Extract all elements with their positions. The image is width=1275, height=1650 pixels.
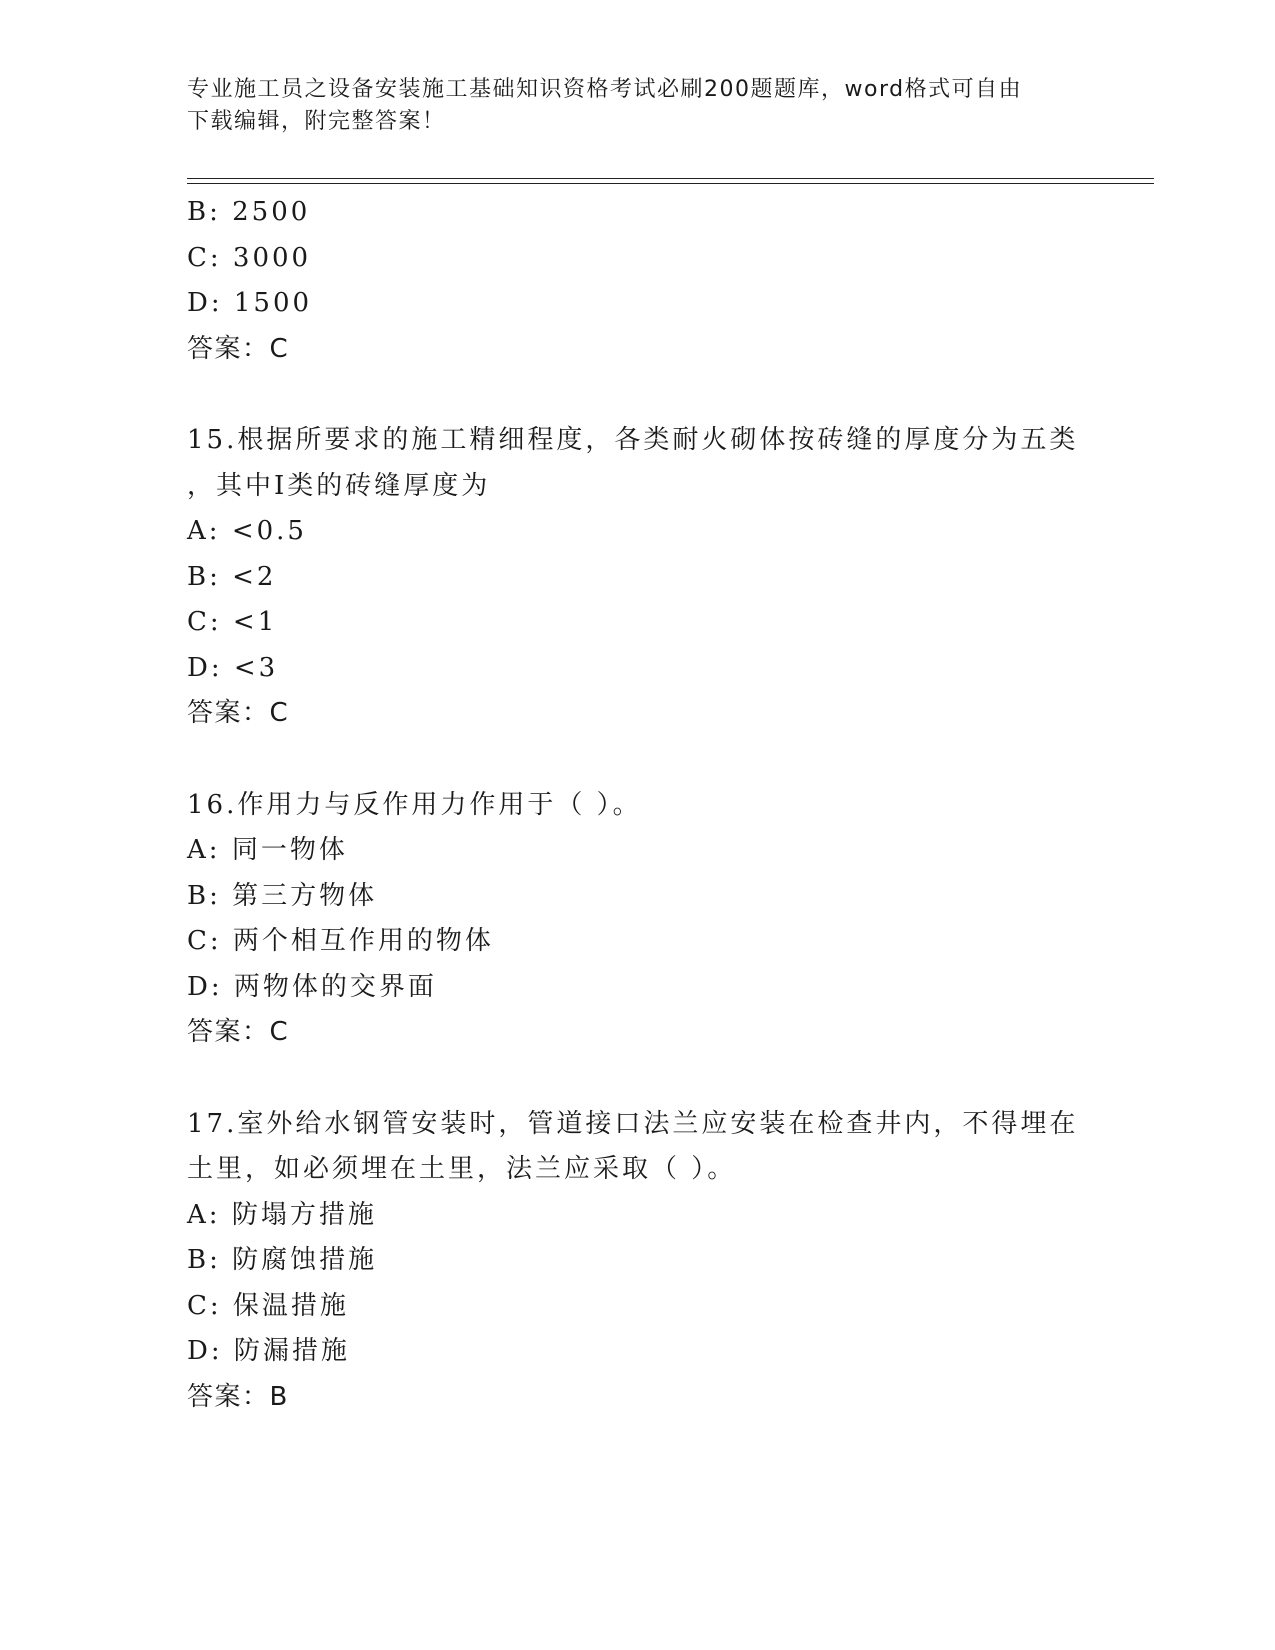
option-d [187, 281, 1087, 327]
option-d [187, 965, 1087, 1011]
option-text: 防腐蚀措施 [232, 1245, 378, 1275]
option-label: C: [187, 1290, 222, 1321]
question-stem-continued: 土里，如必须埋在土里，法兰应采取（ ）。 [187, 1154, 737, 1184]
question-spacer [187, 1056, 1087, 1102]
option-label: D: [187, 971, 223, 1002]
option-label: C: [187, 242, 222, 273]
question-stem: 15.根据所要求的施工精细程度，各类耐火砌体按砖缝的厚度分为五类 [187, 425, 1079, 455]
option-c [187, 919, 1087, 965]
option-label: A: [187, 835, 221, 865]
option-label: C: [187, 607, 222, 637]
option-text: <2 [232, 561, 277, 592]
option-text: 同一物体 [231, 835, 348, 865]
question-stem: 17.室外给水钢管安装时，管道接口法兰应安装在检查井内，不得埋在 [187, 1108, 1079, 1139]
answer-line: 答案：C [187, 333, 290, 364]
option-c [187, 236, 1087, 282]
option-b [187, 1238, 1087, 1284]
option-b [187, 555, 1087, 601]
answer-line: 答案：B [187, 1381, 289, 1412]
option-c [187, 600, 1087, 646]
option-text: 1500 [233, 288, 313, 318]
option-text: <0.5 [231, 516, 307, 546]
option-label: A: [187, 1199, 221, 1230]
option-label: B: [187, 1245, 221, 1275]
option-text: 防塌方措施 [231, 1199, 377, 1230]
option-text: 防漏措施 [233, 1336, 350, 1366]
question-17 [187, 1102, 1087, 1421]
question-15 [187, 418, 1087, 737]
option-text: 两个相互作用的物体 [232, 926, 494, 956]
option-b [187, 874, 1087, 920]
option-label: B: [187, 880, 221, 911]
option-a [187, 509, 1087, 555]
option-label: D: [187, 652, 223, 683]
question-spacer [187, 737, 1087, 783]
question-list [187, 190, 1087, 1420]
option-d [187, 646, 1087, 692]
question-16 [187, 783, 1087, 1056]
header-line-1: 专业施工员之设备安装施工基础知识资格考试必刷200题题库，word格式可自由 [187, 77, 1023, 102]
option-text: 3000 [232, 242, 312, 273]
question-spacer [187, 372, 1087, 418]
header-divider-top [187, 178, 1154, 179]
option-b [187, 190, 1087, 236]
option-c [187, 1284, 1087, 1330]
option-text: 两物体的交界面 [233, 971, 437, 1002]
option-text: 第三方物体 [232, 880, 378, 911]
option-label: C: [187, 926, 222, 956]
option-text: <1 [232, 607, 278, 637]
option-d [187, 1329, 1087, 1375]
option-label: A: [187, 516, 221, 546]
answer-line: 答案：C [187, 1017, 290, 1047]
option-label: D: [187, 1336, 223, 1366]
header-line-2: 下载编辑，附完整答案！ [187, 109, 446, 134]
header-divider-bottom [187, 183, 1154, 184]
option-a [187, 828, 1087, 874]
option-a [187, 1193, 1087, 1239]
option-label: D: [187, 288, 223, 318]
question-stem-continued: ，其中Ⅰ类的砖缝厚度为 [187, 470, 491, 501]
option-label: B: [187, 561, 221, 592]
option-text: 保温措施 [232, 1290, 349, 1321]
previous-question-continuation [187, 190, 1087, 372]
question-stem: 16.作用力与反作用力作用于（ ）。 [187, 789, 642, 820]
document-header [187, 74, 1087, 138]
option-text: <3 [233, 652, 279, 683]
answer-line: 答案：C [187, 698, 290, 728]
option-label: B: [187, 197, 221, 227]
option-text: 2500 [232, 197, 311, 227]
